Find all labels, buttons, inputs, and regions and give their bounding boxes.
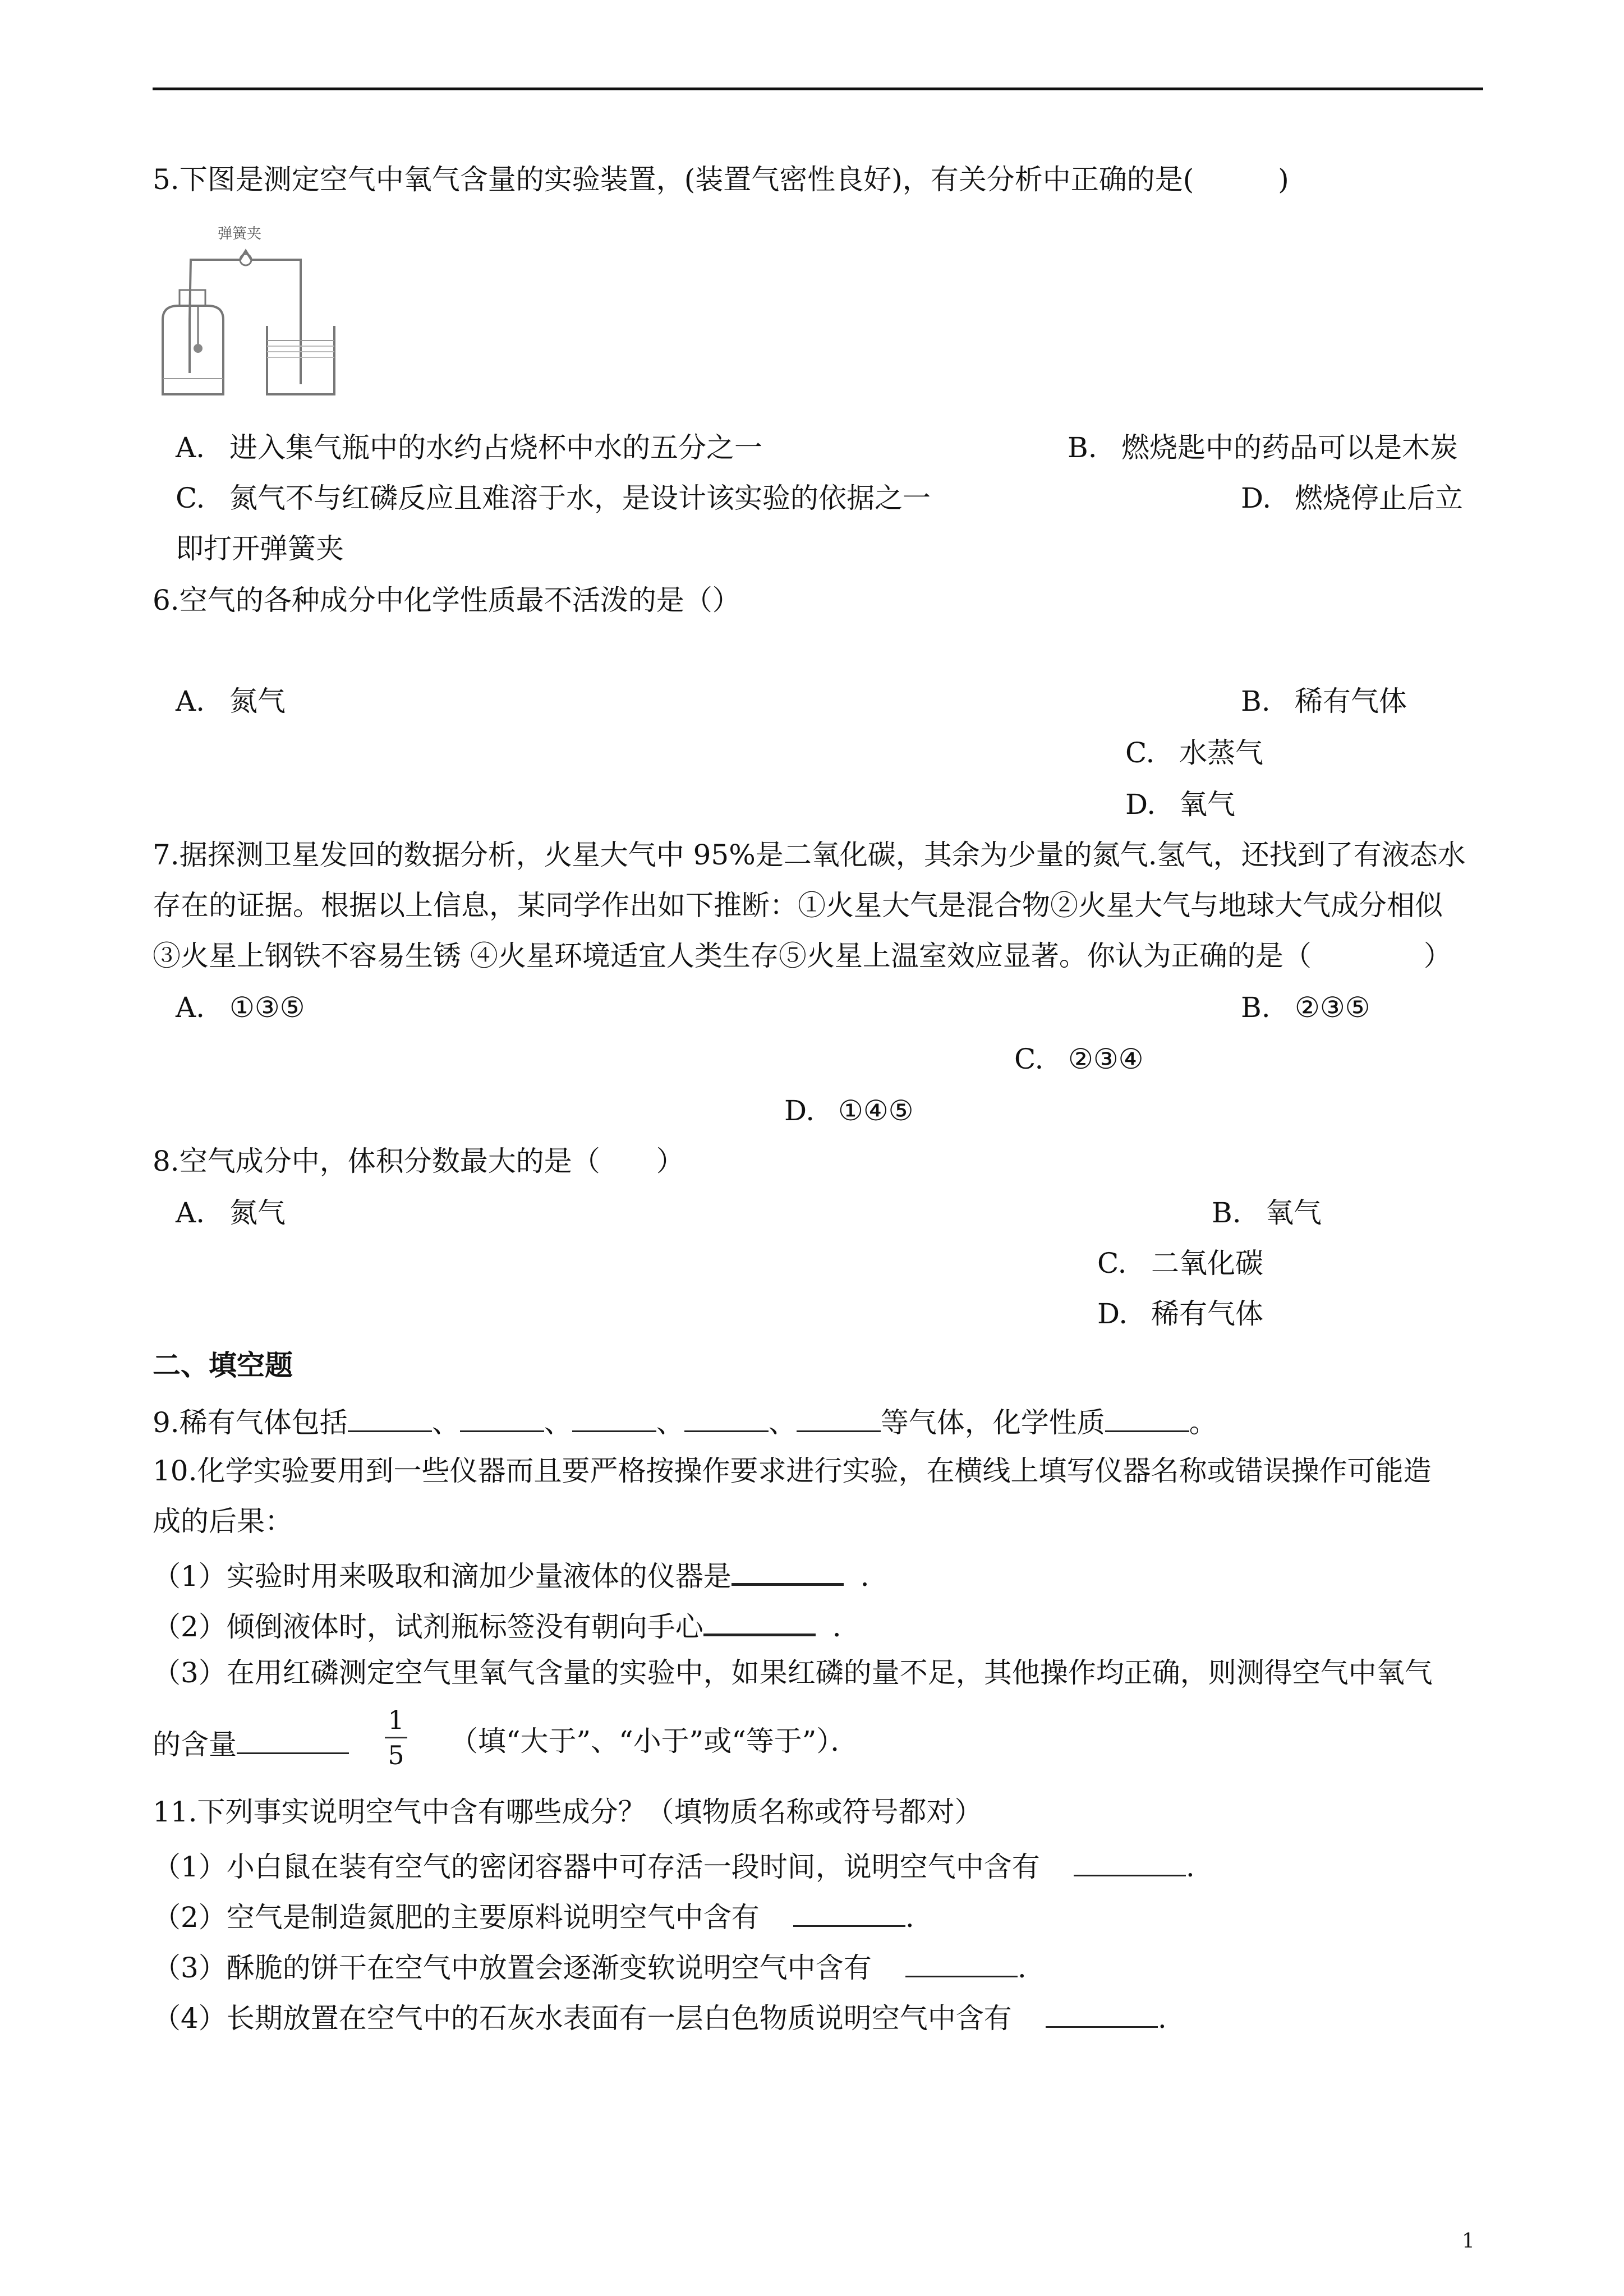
q10-blank-2[interactable] — [703, 1605, 816, 1636]
q11-blank-3[interactable] — [905, 1948, 1018, 1977]
q5-option-a: A. 进入集气瓶中的水约占烧杯中水的五分之一 — [176, 431, 762, 464]
q5-option-b: B. 燃烧匙中的药品可以是木炭 — [1068, 431, 1458, 464]
connecting-tube — [190, 251, 301, 384]
q11-item-3: （3）酥脆的饼干在空气中放置会逐渐变软说明空气中含有 . — [153, 1948, 1027, 1985]
q6-option-a: A. 氮气 — [176, 685, 286, 717]
page-number: 1 — [1462, 2230, 1475, 2253]
q8-option-c: C. 二氧化碳 — [1097, 1247, 1263, 1280]
header-rule — [153, 88, 1483, 90]
q7-option-c: C. ②③④ — [1014, 1043, 1144, 1075]
q7-option-a: A. ①③⑤ — [176, 991, 305, 1024]
q11-blank-4[interactable] — [1046, 1998, 1158, 2028]
q10-item-2: （2）倾倒液体时，试剂瓶标签没有朝向手心 ． — [153, 1605, 861, 1644]
q11-item-2: （2）空气是制造氮肥的主要原料说明空气中含有 . — [153, 1897, 914, 1934]
q5-option-d-continued: 即打开弹簧夹 — [176, 532, 344, 565]
fraction-one-fifth: 1 5 — [385, 1705, 407, 1770]
q9-blank-2[interactable] — [460, 1402, 544, 1432]
q9-line: 9.稀有气体包括 、 、 、 、 等气体，化学性质 。 — [153, 1402, 1217, 1439]
phosphorus — [194, 344, 203, 353]
q6-option-c: C. 水蒸气 — [1125, 737, 1263, 769]
q9-blank-1[interactable] — [348, 1402, 432, 1432]
q11-blank-1[interactable] — [1074, 1847, 1186, 1876]
q10-item-3-line-2: 的含量 — [153, 1724, 349, 1761]
q10-item-3-hint: （填“大于”、“小于”或“等于”）． — [450, 1725, 859, 1757]
gas-jar — [163, 306, 223, 394]
q7-stem-line-2: 存在的证据。根据以上信息，某同学作出如下推断：①火星大气是混合物②火星大气与地球大气成分相似 — [153, 889, 1443, 922]
q6-option-b: B. 稀有气体 — [1241, 685, 1407, 717]
q11-item-1: （1）小白鼠在装有空气的密闭容器中可存活一段时间，说明空气中含有 . — [153, 1847, 1195, 1884]
q10-stem-line-2: 成的后果： — [153, 1505, 293, 1538]
q7-stem-line-3: ③火星上钢铁不容易生锈 ④火星环境适宜人类生存⑤火星上温室效应显著。你认为正确的是（ ） — [153, 940, 1452, 972]
apparatus-figure — [156, 216, 347, 407]
q6-option-d: D. 氧气 — [1125, 788, 1235, 821]
q8-option-a: A. 氮气 — [176, 1197, 286, 1229]
q9-blank-3[interactable] — [572, 1402, 656, 1432]
q7-option-d: D. ①④⑤ — [784, 1094, 914, 1127]
q8-option-b: B. 氧气 — [1212, 1197, 1322, 1229]
q5-option-d: D. 燃烧停止后立 — [1241, 482, 1463, 514]
q6-stem: 6.空气的各种成分中化学性质最不活泼的是（） — [153, 584, 740, 616]
q10-blank-3[interactable] — [237, 1724, 349, 1754]
clamp-label: 弹簧夹 — [218, 226, 262, 242]
q11-blank-2[interactable] — [793, 1897, 905, 1927]
q10-blank-1[interactable] — [732, 1555, 844, 1586]
q11-stem: 11.下列事实说明空气中含有哪些成分？（填物质名称或符号都对） — [153, 1796, 983, 1828]
q9-blank-6[interactable] — [1105, 1402, 1189, 1432]
q5-option-c: C. 氮气不与红磷反应且难溶于水，是设计该实验的依据之一 — [176, 482, 931, 514]
q7-option-b: B. ②③⑤ — [1241, 991, 1370, 1024]
section-title: 二、填空题 — [153, 1349, 293, 1382]
spring-clamp — [240, 254, 251, 265]
q11-item-4: （4）长期放置在空气中的石灰水表面有一层白色物质说明空气中含有 . — [153, 1998, 1167, 2035]
q9-blank-4[interactable] — [684, 1402, 769, 1432]
q10-item-1: （1）实验时用来吸取和滴加少量液体的仪器是 ． — [153, 1555, 889, 1593]
q5-stem: 5.下图是测定空气中氧气含量的实验装置，(装置气密性良好)，有关分析中正确的是( ) — [153, 163, 1289, 196]
q10-stem-line-1: 10.化学实验要用到一些仪器而且要严格按操作要求进行实验，在横线上填写仪器名称或错误操作可能造 — [153, 1455, 1432, 1487]
stopper — [180, 290, 205, 306]
q8-stem: 8.空气成分中，体积分数最大的是（ ） — [153, 1145, 684, 1177]
q8-option-d: D. 稀有气体 — [1097, 1297, 1263, 1330]
q9-blank-5[interactable] — [797, 1402, 881, 1432]
q10-item-3-line-1: （3）在用红磷测定空气里氧气含量的实验中，如果红磷的量不足，其他操作均正确，则测得空气中氧气 — [153, 1657, 1433, 1689]
q7-stem-line-1: 7.据探测卫星发回的数据分析，火星大气中 95%是二氧化碳，其余为少量的氮气.氢气，还找到了有液态水 — [153, 839, 1466, 871]
